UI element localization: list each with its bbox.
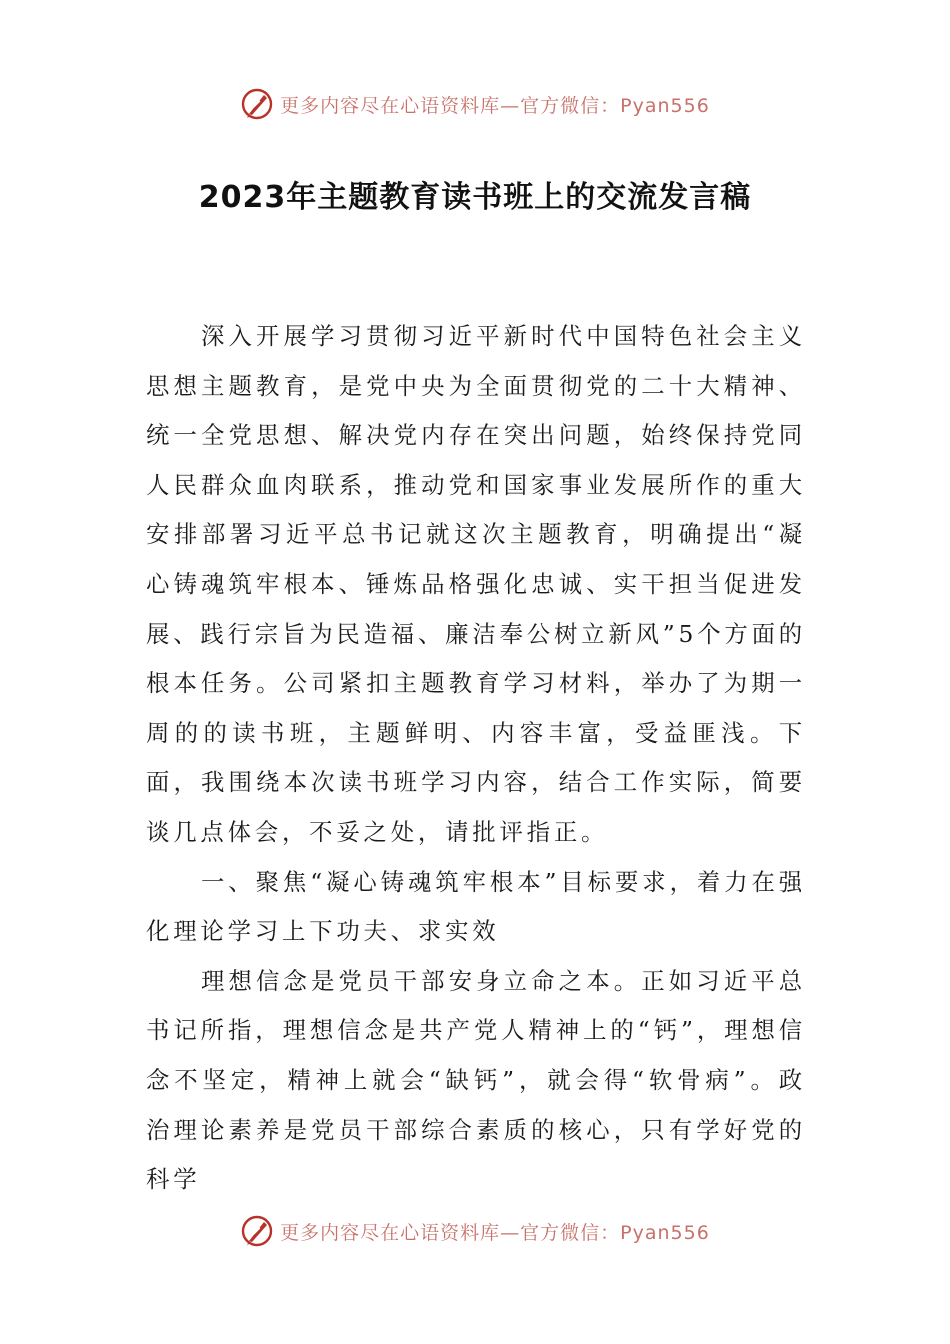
header-banner-label: 更多内容尽在心语资料库—官方微信： bbox=[280, 94, 621, 117]
paragraph-intro: 深入开展学习贯彻习近平新时代中国特色社会主义思想主题教育，是党中央为全面贯彻党的二十大精神、统一全党思想、解决党内存在突出问题，始终保持党同人民群众血肉联系，推动党和国家事业发展所作的重大安排部署习近平总书记就这次主题教育，明确提出“凝心铸魂筑牢根本、锤炼品格强化忠诚、实干担当促进发展、践行宗旨为民造福、廉洁奉公树立新风”5个方面的根本任务。公司紧扣主题教育学习材料，举办了为期一周的的读书班，主题鲜明、内容丰富，受益匪浅。下面，我围绕本次读书班学习内容，结合工作实际，简要谈几点体会，不妥之处，请批评指正。 bbox=[146, 322, 806, 846]
paragraph-body: 理想信念是党员干部安身立命之本。正如习近平总书记所指，理想信念是共产党人精神上的“钙”，理想信念不坚定，精神上就会“缺钙”，就会得“软骨病”。政治理论素养是党员干部综合素质的核心，只有学好党的科学 bbox=[146, 966, 806, 1194]
document-title: 2023年主题教育读书班上的交流发言稿 bbox=[198, 180, 752, 215]
quill-logo-icon bbox=[240, 1214, 274, 1248]
header-banner-text bbox=[280, 91, 710, 118]
footer-banner bbox=[0, 1211, 950, 1251]
quill-logo-icon bbox=[240, 87, 274, 121]
footer-banner-text bbox=[280, 1218, 710, 1245]
header-wechat-id: Pyan556 bbox=[620, 94, 710, 117]
footer-banner-label: 更多内容尽在心语资料库—官方微信： bbox=[280, 1221, 621, 1244]
header-banner bbox=[0, 84, 950, 124]
document-body bbox=[146, 312, 806, 1205]
footer-wechat-id: Pyan556 bbox=[620, 1221, 710, 1244]
paragraph-section-heading: 一、聚焦“凝心铸魂筑牢根本”目标要求，着力在强化理论学习上下功夫、求实效 bbox=[146, 867, 806, 946]
